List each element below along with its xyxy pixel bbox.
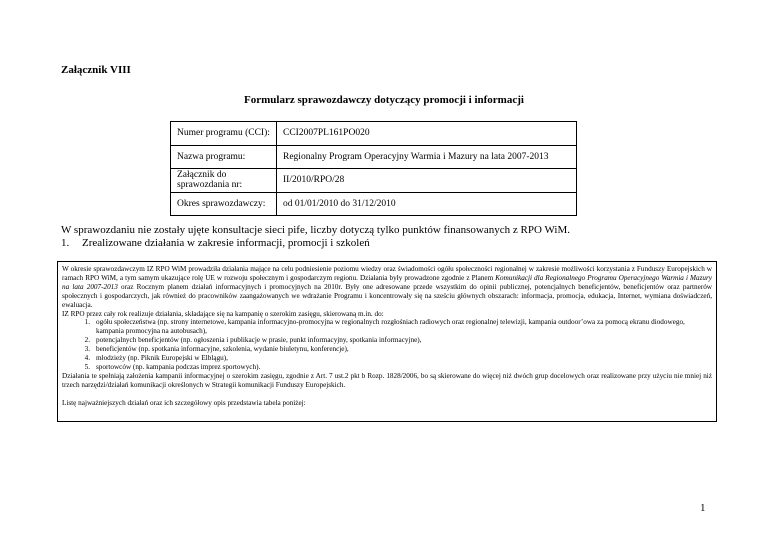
list-item: 4. młodzieży (np. Piknik Europejski w Elblągu), (84, 354, 228, 363)
program-name-value: Regionalny Program Operacyjny Warmia i Mazury na lata 2007-2013 (277, 145, 577, 169)
table-row (171, 169, 577, 193)
program-name-label: Nazwa programu: (171, 145, 277, 169)
list-item: 5. sportowców (np. kampania podczas imprez sportowych). (84, 362, 261, 371)
section-title: Zrealizowane działania w zakresie informacji, promocji i szkoleń (82, 237, 370, 249)
section-number: 1. (61, 237, 70, 249)
list-item: 2. potencjalnych beneficjentów (np. ogłoszenia i publikacje w prasie, punkt informacyjny, spotkania informacyjne), (84, 336, 422, 345)
report-annex-label: Załącznik do sprawozdania nr: (171, 169, 277, 193)
program-number-label: Numer programu (CCI): (171, 122, 277, 146)
list-item: 1. ogółu społeczeństwa (np. strony internetowe, kampania informacyjno-promocyjna w regionalnych rozgłośniach radiowych oraz regionalnej telewizji, kampania outdoor’owa za pomocą ekranu diodowego, kampania promocyjna na autobusach), (84, 318, 685, 336)
section-heading (61, 237, 370, 249)
reporting-period-label: Okres sprawozdawczy: (171, 192, 277, 216)
list-item: 3. beneficjentów (np. spotkania informacyjne, szkolenia, wydanie biuletynu, konferencje), (84, 345, 349, 354)
intro-paragraph: W okresie sprawozdawczym IZ RPO WiM prowadziła działania mające na celu podniesienie poziomu wiedzy oraz świadomości ogółu społeczności regionalnej w zakresie możliwości korzystania z Funduszy Europejskich w ramach RPO WiM, a tym samym ukazujące rolę UE w rozwoju społecznym i gospodarczym regionu. Działania były prowadzone zgodnie z Planem Komunikacji dla Regionalnego Programu Operacyjnego Warmia i Mazury na lata 2007-2013 oraz Rocznym planem działań informacyjnych i promocyjnych na 2010r. Były one adresowane przede wszystkim do opinii publicznej, potencjalnych beneficjentów, beneficjentów oraz partnerów społecznych i gospodarczych, jak również do pracowników zaangażowanych we wdrażanie Programu i koncentrowały się na sześciu głównych obszarach: informacja, promocja, edukacja, Internet, wymiana doświadczeń, ewaluacja. (62, 265, 713, 309)
campaign-compliance-paragraph: Działania te spełniają założenia kampanii informacyjnej o szerokim zasięgu, zgodnie z Art. 7 ust.2 pkt b Rozp. 1828/2006, bo są skierowane do więcej niż dwóch grup docelowych oraz realizowane przy użyciu nie mniej niż trzech narzędzi/działań komunikacji określonych w Strategii komunikacji Funduszy Europejskich. (62, 371, 712, 389)
activities-description-box (57, 261, 717, 422)
consultation-note: W sprawozdaniu nie zostały ujęte konsultacje sieci pife, liczby dotyczą tylko punktów finansowanych z RPO WiM. (61, 224, 570, 236)
table-row (171, 192, 577, 216)
program-number-value: CCI2007PL161PO020 (277, 122, 577, 146)
page-number: 1 (700, 502, 706, 514)
target-groups-intro: IZ RPO przez cały rok realizuje działania, składające się na kampanię o szerokim zasięgu, skierowaną m.in. do: (62, 309, 384, 318)
program-info-table (170, 121, 577, 216)
reporting-period-value: od 01/01/2010 do 31/12/2010 (277, 192, 577, 216)
form-title: Formularz sprawozdawczy dotyczący promocji i informacji (244, 94, 524, 106)
communication-plan-title: Komunikacji dla Regionalnego Programu Operacyjnego Warmia i Mazury na lata 2007-2013 (62, 273, 712, 291)
target-groups-list (62, 318, 712, 371)
table-row (171, 122, 577, 146)
annex-label: Załącznik VIII (61, 64, 131, 76)
table-row (171, 145, 577, 169)
table-reference-paragraph: Listę najważniejszych działań oraz ich szczegółowy opis przedstawia tabela poniżej: (62, 398, 306, 407)
report-annex-value: II/2010/RPO/28 (277, 169, 577, 193)
